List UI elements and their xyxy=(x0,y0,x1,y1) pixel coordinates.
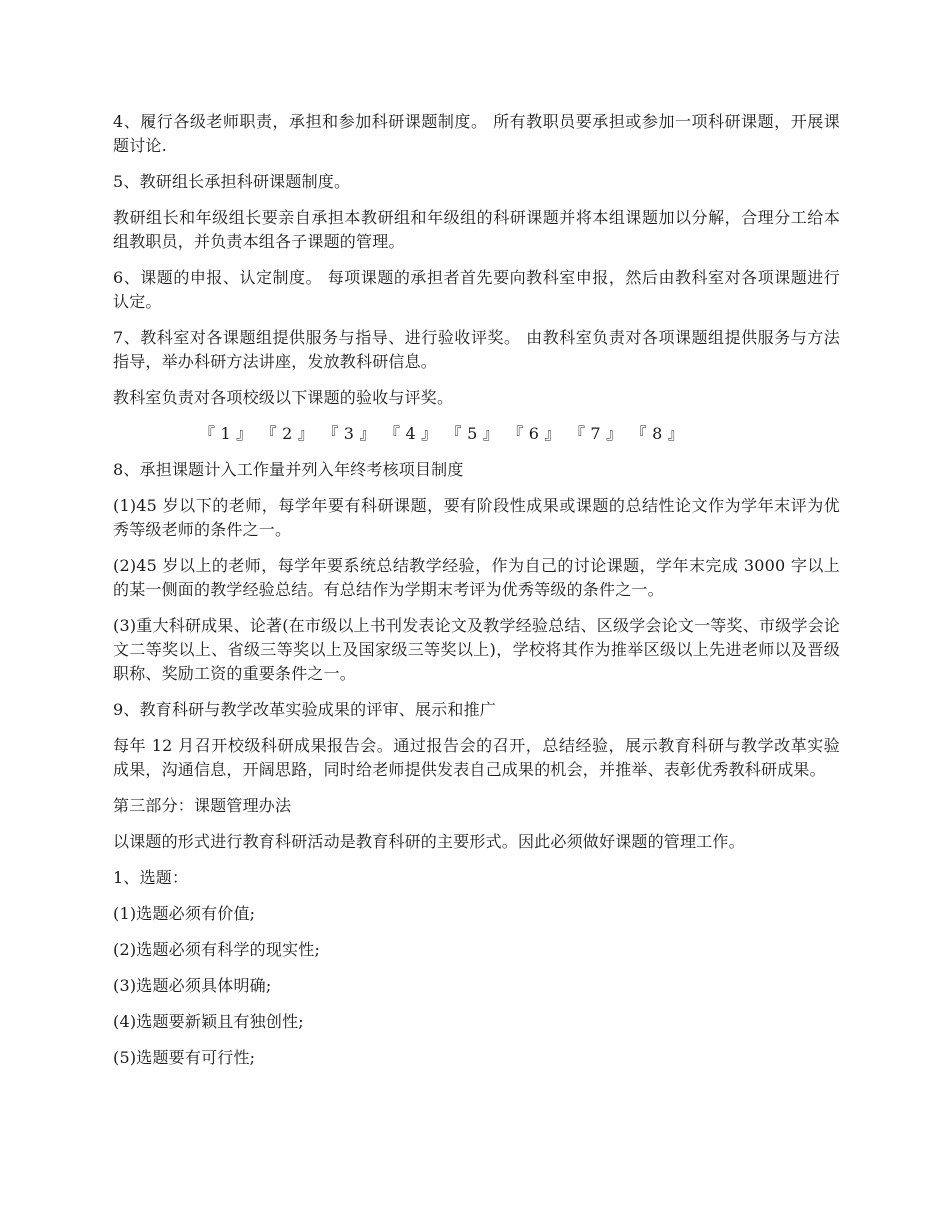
paragraph: 每年 12 月召开校级科研成果报告会。通过报告会的召开，总结经验，展示教育科研与教学改革实验成果，沟通信息，开阔思路，同时给老师提供发表自己成果的机会，并推举、表彰优秀教科研成果。 xyxy=(113,736,840,779)
section-heading: 9、教育科研与教学改革实验成果的评审、展示和推广 xyxy=(113,700,496,719)
page-link-5[interactable]: 『 5 』 xyxy=(445,424,499,443)
paragraph: (1)45 岁以下的老师，每学年要有科研课题，要有阶段性成果或课题的总结性论文作为学年末评为优秀等级老师的条件之一。 xyxy=(113,496,840,539)
page-navigation xyxy=(113,422,840,446)
paragraph: 7、教科室对各课题组提供服务与指导、进行验收评奖。 由教科室负责对各项课题组提供服务与方法指导，举办科研方法讲座，发放教科研信息。 xyxy=(113,328,840,371)
document-page xyxy=(113,110,840,1082)
paragraph: 教科室负责对各项校级以下课题的验收与评奖。 xyxy=(113,388,454,407)
page-link-3[interactable]: 『 3 』 xyxy=(322,424,376,443)
paragraph: (3)重大科研成果、论著(在市级以上书刊发表论文及教学经验总结、区级学会论文一等奖、市级学会论文二等奖以上、省级三等奖以上及国家级三等奖以上)，学校将其作为推举区级以上先进老师以及晋级职称、奖励工资的重要条件之一。 xyxy=(113,616,840,683)
list-item: (3)选题必须具体明确; xyxy=(113,976,272,995)
page-link-7[interactable]: 『 7 』 xyxy=(568,424,623,443)
section-heading: 8、承担课题计入工作量并列入年终考核项目制度 xyxy=(113,460,464,479)
page-link-6[interactable]: 『 6 』 xyxy=(507,424,561,443)
page-link-8[interactable]: 『 8 』 xyxy=(630,424,684,443)
page-link-1[interactable]: 『 1 』 xyxy=(199,424,253,443)
paragraph: (2)45 岁以上的老师，每学年要系统总结教学经验，作为自己的讨论课题，学年末完成 3000 字以上的某一侧面的教学经验总结。有总结作为学期末考评为优秀等级的条件之一。 xyxy=(113,556,840,599)
paragraph: 教研组长和年级组长要亲自承担本教研组和年级组的科研课题并将本组课题加以分解，合理分工给本组教职员，并负责本组各子课题的管理。 xyxy=(113,208,840,251)
paragraph: 6、课题的申报、认定制度。 每项课题的承担者首先要向教科室申报，然后由教科室对各项课题进行认定。 xyxy=(113,268,840,311)
list-item: (2)选题必须有科学的现实性; xyxy=(113,940,321,959)
section-heading: 1、选题： xyxy=(113,868,189,887)
page-link-2[interactable]: 『 2 』 xyxy=(260,424,315,443)
paragraph: 以课题的形式进行教育科研活动是教育科研的主要形式。因此必须做好课题的管理工作。 xyxy=(113,832,745,851)
paragraph: 4、履行各级老师职责，承担和参加科研课题制度。 所有教职员要承担或参加一项科研课题，开展课题讨论. xyxy=(113,112,840,155)
page-link-4[interactable]: 『 4 』 xyxy=(383,424,438,443)
paragraph: 5、教研组长承担科研课题制度。 xyxy=(113,172,351,191)
list-item: (1)选题必须有价值; xyxy=(113,904,256,923)
list-item: (5)选题要有可行性; xyxy=(113,1048,256,1067)
list-item: (4)选题要新颖且有独创性; xyxy=(113,1012,304,1031)
part-heading: 第三部分：课题管理办法 xyxy=(113,796,292,815)
